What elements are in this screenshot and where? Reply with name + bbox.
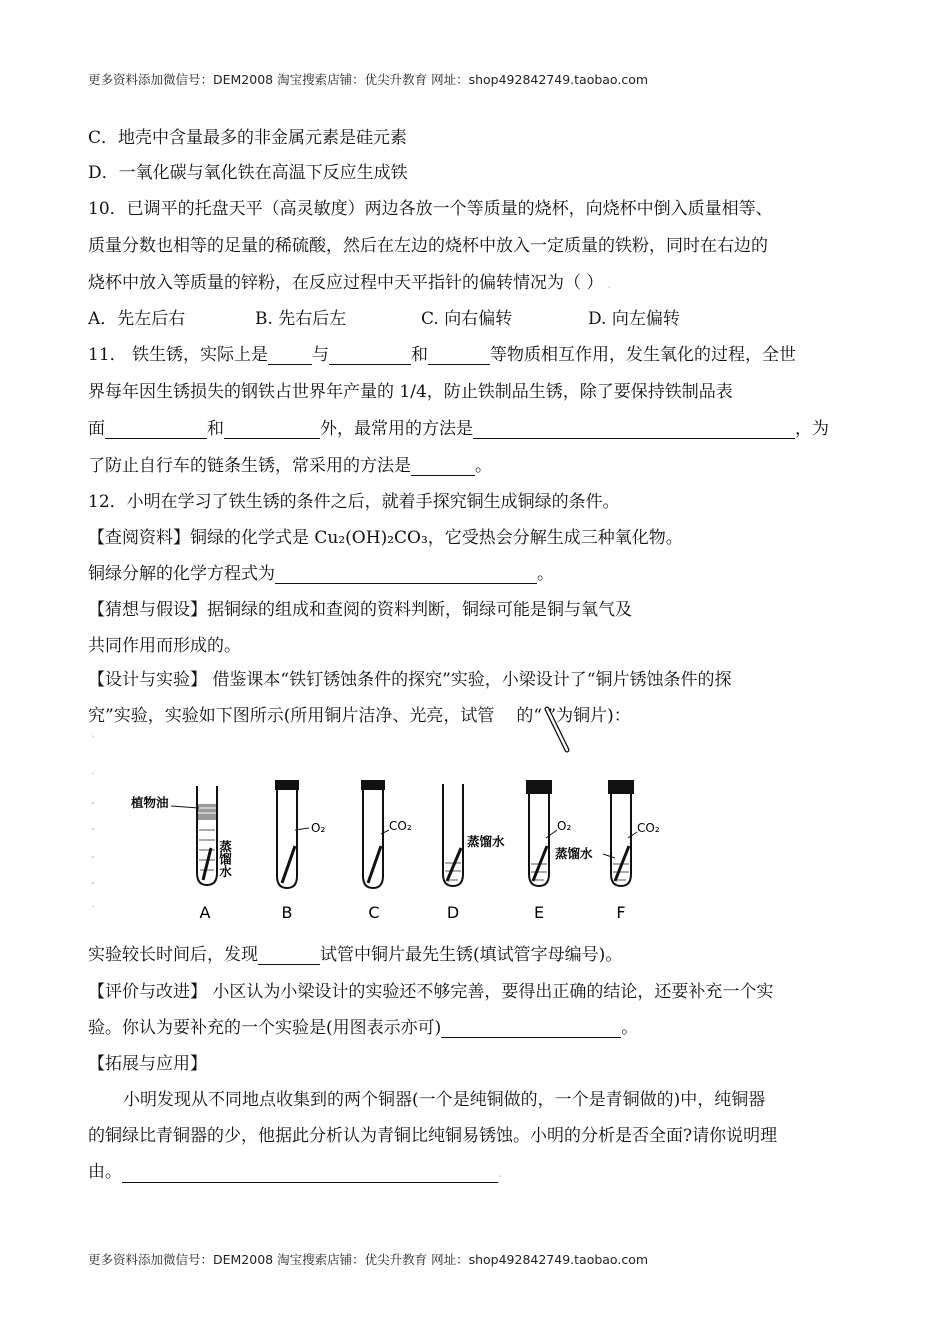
blank-reason[interactable]: [122, 1166, 498, 1183]
option-d: D．一氧化碳与氧化铁在高温下反应生成铁: [88, 163, 408, 183]
q12-result: 实验较长时间后，发现 试管中铜片最先生锈(填试管字母编号)。: [88, 945, 623, 965]
blank-5[interactable]: [224, 422, 320, 439]
q11-line1: 11． 铁生锈，实际上是 与 和 等物质相互作用，发生氧化的过程，全世: [88, 345, 797, 365]
q11-line2: 界每年因生锈损失的钢铁占世界年产量的 1/4，防止铁制品生锈，除了要保持铁制品表: [88, 382, 733, 402]
q10-option-d: D. 向左偏转: [588, 309, 680, 329]
experiment-figure: [125, 768, 685, 926]
blank-6[interactable]: [473, 422, 795, 439]
label-gas-c: CO₂: [389, 819, 412, 833]
q12-line5: 共同作用而形成的。: [88, 636, 241, 656]
q12-extension-1: 小明发现从不同地点收集到的两个铜器(一个是纯铜做的，一个是青铜做的)中，纯铜器: [123, 1090, 766, 1110]
page-header: 更多资料添加微信号：DEM2008 淘宝搜索店铺：优尖升教育 网址：shop492842749.taobao.com: [88, 72, 649, 87]
tube-label-c: C: [368, 903, 380, 922]
q11-line4: 了防止自行车的链条生锈，常采用的方法是 。: [88, 456, 492, 476]
blank-4[interactable]: [105, 422, 207, 439]
blank-tube[interactable]: [258, 948, 320, 965]
q12-extension-2: 的铜绿比青铜器的少，他据此分析认为青铜比纯铜易锈蚀。小明的分析是否全面?请你说明理: [88, 1126, 778, 1146]
q12-extension-3: 由。 .: [88, 1162, 502, 1182]
label-oil: 植物油: [131, 795, 169, 810]
label-water-e: 蒸馏水: [555, 846, 593, 861]
q12-evaluation-2: 验。你认为要补充的一个实验是(用图表示亦可) 。: [88, 1018, 639, 1038]
blank-equation[interactable]: [275, 567, 537, 584]
blank-2[interactable]: [329, 348, 411, 365]
blank-7[interactable]: [411, 459, 475, 476]
blank-3[interactable]: [428, 348, 490, 365]
tube-d: [443, 784, 505, 922]
blank-1[interactable]: [268, 348, 312, 365]
tube-label-e: E: [533, 903, 545, 922]
copper-strip-icon: [543, 706, 573, 754]
q12-line3: 铜绿分解的化学方程式为 。: [88, 564, 554, 584]
label-water-a: 蒸馏水: [217, 840, 233, 878]
q10-option-c: C. 向右偏转: [421, 309, 513, 329]
label-gas-f: CO₂: [637, 821, 660, 835]
q12-line1: 12．小明在学习了铁生锈的条件之后，就着手探究铜生成铜绿的条件。: [88, 492, 620, 512]
tube-label-f: F: [616, 903, 626, 922]
tube-f: [603, 780, 660, 922]
label-gas-e: O₂: [557, 819, 572, 833]
q10-option-b: B. 先右后左: [255, 309, 347, 329]
tube-e: [526, 780, 593, 922]
page-footer: 更多资料添加微信号：DEM2008 淘宝搜索店铺：优尖升教育 网址：shop492842749.taobao.com: [88, 1252, 649, 1267]
q12-line4: 【猜想与假设】据铜绿的组成和查阅的资料判断，铜绿可能是铜与氧气及: [88, 600, 632, 620]
tube-b: [275, 780, 325, 922]
tube-a: [131, 786, 233, 922]
tube-label-d: D: [446, 903, 460, 922]
option-c: C．地壳中含量最多的非金属元素是硅元素: [88, 128, 408, 148]
q12-line6: 【设计与实验】 借鉴课本“铁钉锈蚀条件的探究”实验，小梁设计了“铜片锈蚀条件的探: [88, 670, 732, 690]
tube-label-a: A: [199, 903, 211, 922]
tube-label-b: B: [281, 903, 293, 922]
label-gas-b: O₂: [311, 821, 326, 835]
q12-evaluation-1: 【评价与改进】 小区认为小梁设计的实验还不够完善，要得出正确的结论，还要补充一个实: [88, 982, 774, 1002]
q10-line3: 烧杯中放入等质量的锌粉，在反应过程中天平指针的偏转情况为（ ） .: [88, 273, 612, 293]
q10-line2: 质量分数也相等的足量的稀硫酸，然后在左边的烧杯中放入一定质量的铁粉，同时在右边的: [88, 236, 768, 256]
q12-line7: 究”实验，实验如下图所示(所用铜片洁净、光亮，试管 的“ ”为铜片)：: [88, 706, 631, 726]
label-water-d: 蒸馏水: [467, 834, 505, 849]
q11-line3: 面 和 外，最常用的方法是 ，为: [88, 419, 829, 439]
q12-line2: 【查阅资料】铜绿的化学式是 Cu₂(OH)₂CO₃，它受热会分解生成三种氧化物。: [88, 528, 683, 548]
q10-line1: 10．已调平的托盘天平（高灵敏度）两边各放一个等质量的烧杯，向烧杯中倒入质量相等、: [88, 199, 773, 219]
q10-option-a: A．先左后右: [88, 309, 186, 329]
q12-extension-title: 【拓展与应用】: [88, 1054, 207, 1074]
tube-c: [361, 780, 412, 922]
blank-experiment[interactable]: [441, 1021, 621, 1038]
